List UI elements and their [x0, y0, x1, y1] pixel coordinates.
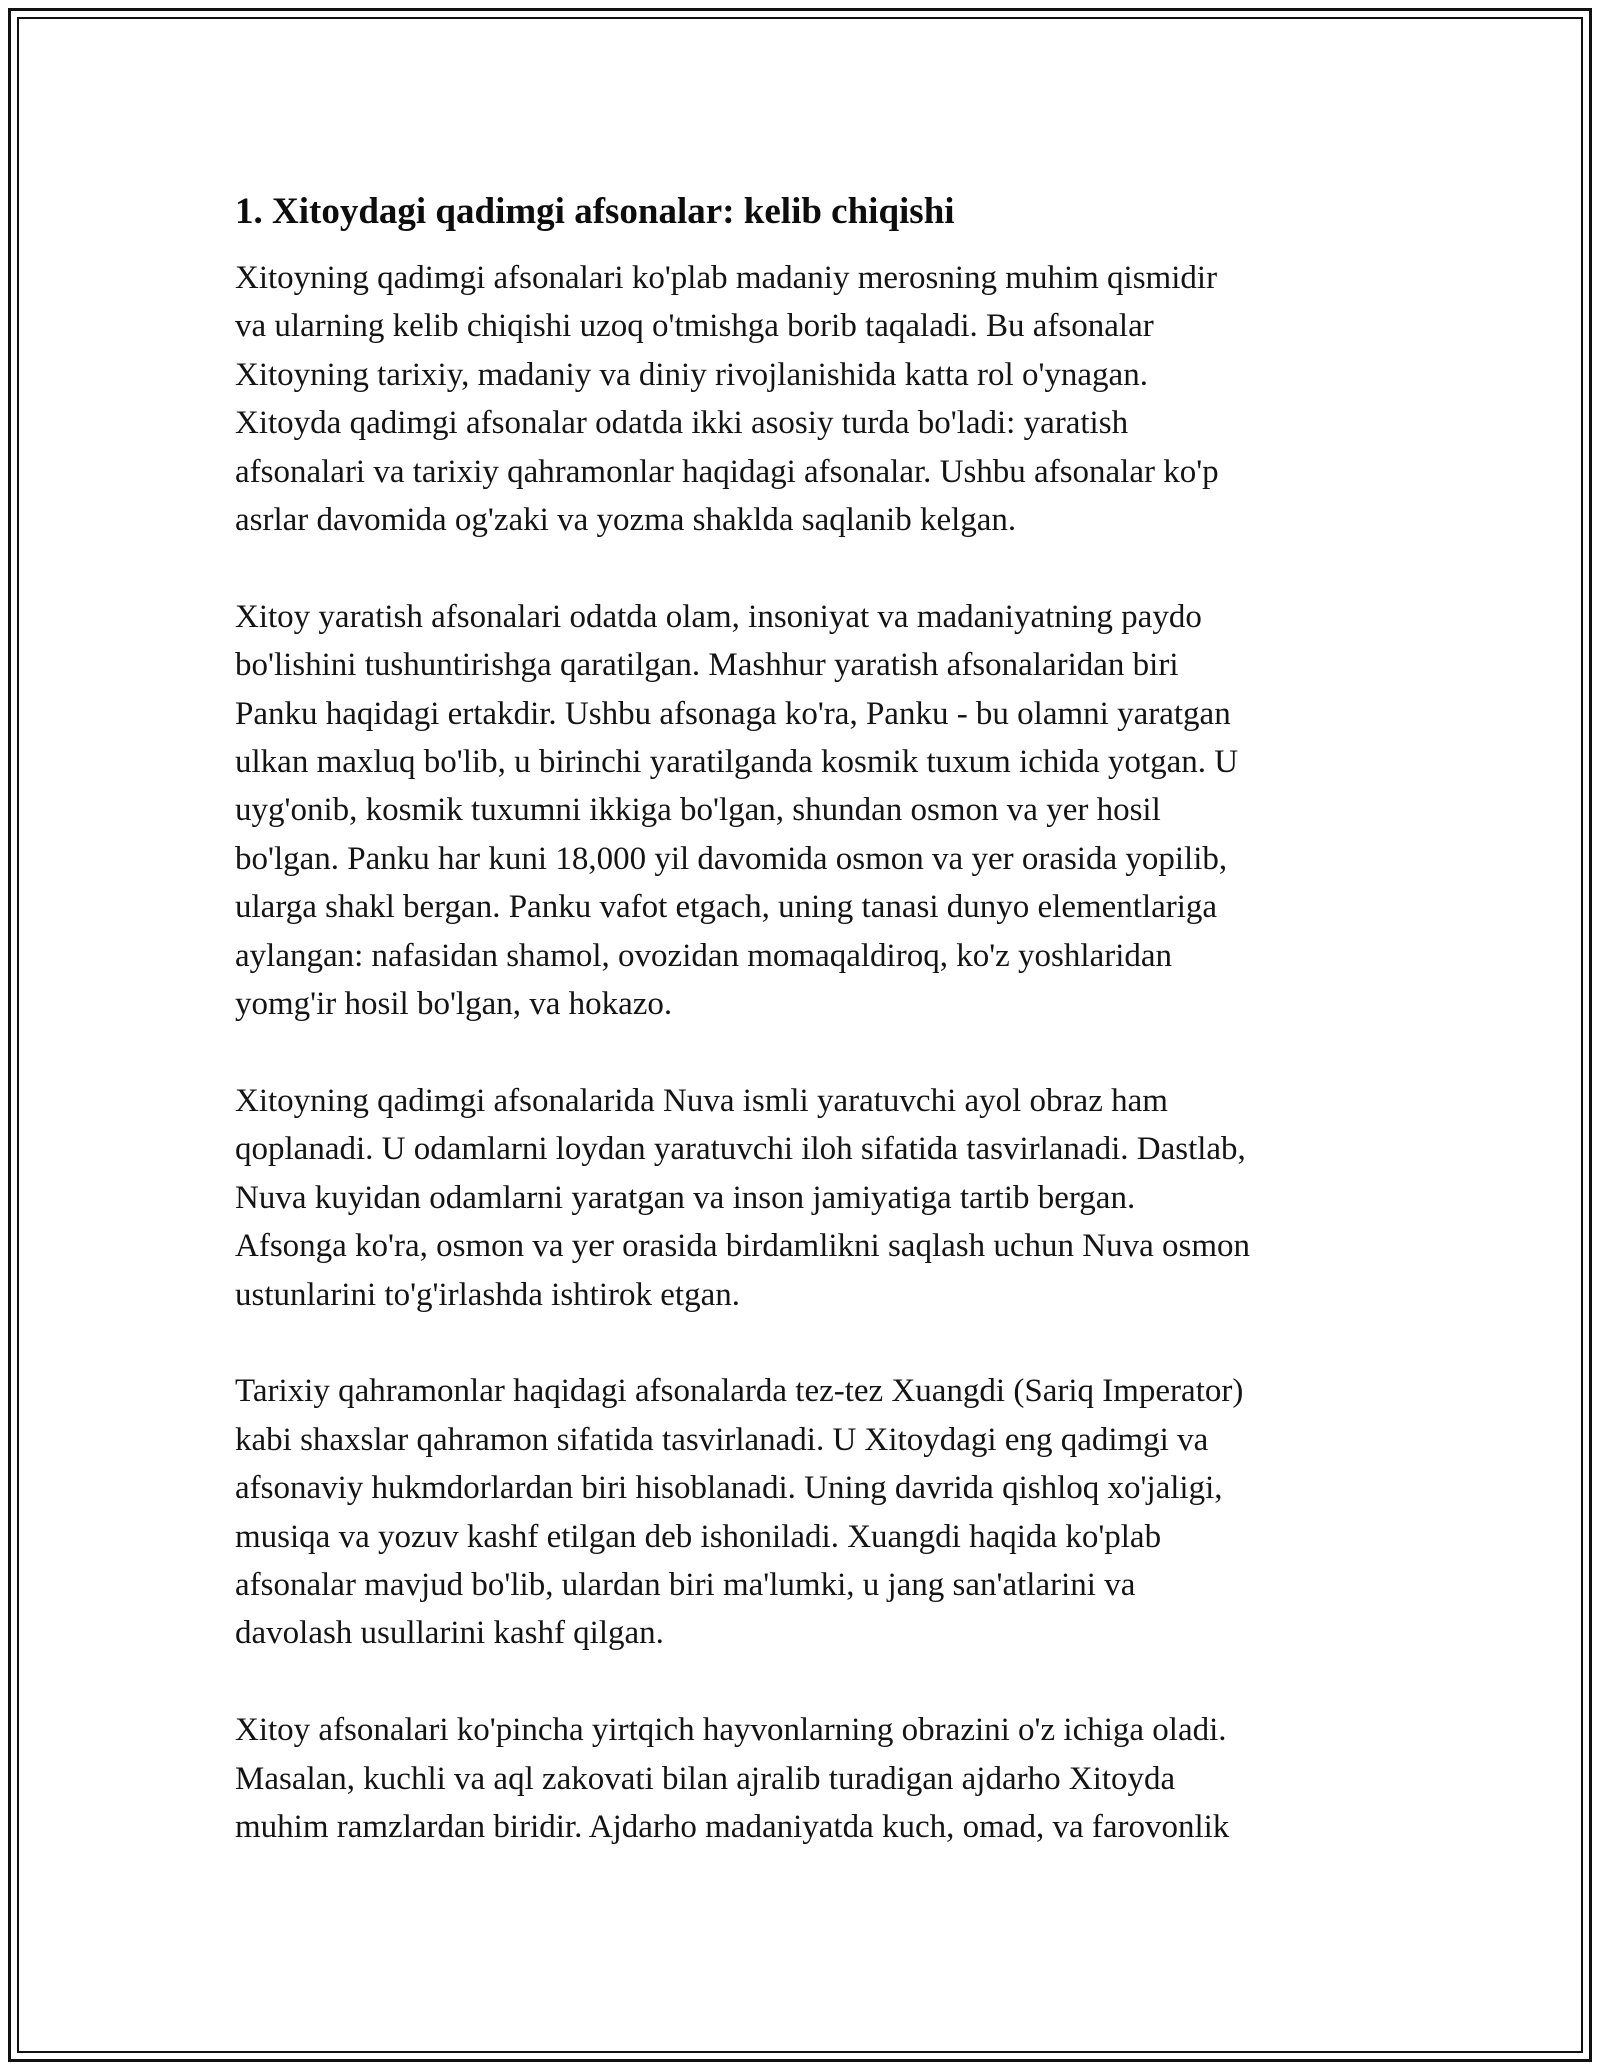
text-line: uyg'onib, kosmik tuxumni ikkiga bo'lgan, shundan osmon va yer hosil	[235, 792, 1161, 829]
paragraph-4	[235, 1367, 1375, 1657]
paragraph-3	[235, 1077, 1375, 1319]
text-line: kabi shaxslar qahramon sifatida tasvirlanadi. U Xitoydagi eng qadimgi va	[235, 1421, 1209, 1458]
text-line: Afsonga ko'ra, osmon va yer orasida birdamlikni saqlash uchun Nuva osmon	[235, 1228, 1250, 1265]
text-line: Xitoyning qadimgi afsonalarida Nuva ismli yaratuvchi ayol obraz ham	[235, 1082, 1168, 1119]
text-line: bo'lgan. Panku har kuni 18,000 yil davomida osmon va yer orasida yopilib,	[235, 840, 1228, 877]
paragraph-5	[235, 1706, 1375, 1851]
paragraph-2	[235, 593, 1375, 1029]
text-line: qoplanadi. U odamlarni loydan yaratuvchi iloh sifatida tasvirlanadi. Dastlab,	[235, 1131, 1246, 1168]
text-line: va ularning kelib chiqishi uzoq o'tmishga borib taqaladi. Bu afsonalar	[235, 308, 1154, 345]
section-heading: 1. Xitoydagi qadimgi afsonalar: kelib chiqishi	[235, 191, 955, 232]
text-line: ustunlarini to'g'irlashda ishtirok etgan.	[235, 1276, 740, 1313]
text-line: afsonalari va tarixiy qahramonlar haqidagi afsonalar. Ushbu afsonalar ko'p	[235, 453, 1219, 490]
text-line: Xitoyda qadimgi afsonalar odatda ikki asosiy turda bo'ladi: yaratish	[235, 405, 1129, 442]
text-line: Xitoy yaratish afsonalari odatda olam, insoniyat va madaniyatning paydo	[235, 598, 1202, 635]
text-line: Nuva kuyidan odamlarni yaratgan va inson jamiyatiga tartib bergan.	[235, 1179, 1136, 1216]
text-line: Tarixiy qahramonlar haqidagi afsonalarda tez-tez Xuangdi (Sariq Imperator)	[235, 1373, 1244, 1410]
text-line: Xitoyning qadimgi afsonalari ko'plab madaniy merosning muhim qismidir	[235, 260, 1218, 296]
text-line: ulkan maxluq bo'lib, u birinchi yaratilganda kosmik tuxum ichida yotgan. U	[235, 744, 1239, 781]
text-line: yomg'ir hosil bo'lgan, va hokazo.	[235, 986, 673, 1023]
text-line: aylangan: nafasidan shamol, ovozidan momaqaldiroq, ko'z yoshlaridan	[235, 937, 1173, 974]
text-line: davolash usullarini kashf qilgan.	[235, 1615, 664, 1652]
text-line: muhim ramzlardan biridir. Ajdarho madaniyatda kuch, omad, va farovonlik	[235, 1808, 1230, 1845]
text-line: Masalan, kuchli va aql zakovati bilan ajralib turadigan ajdarho Xitoyda	[235, 1760, 1176, 1797]
text-line: bo'lishini tushuntirishga qaratilgan. Mashhur yaratish afsonalaridan biri	[235, 647, 1179, 684]
text-line: Xitoyning tarixiy, madaniy va diniy rivojlanishida katta rol o'ynagan.	[235, 356, 1148, 393]
text-line: Panku haqidagi ertakdir. Ushbu afsonaga ko'ra, Panku - bu olamni yaratgan	[235, 695, 1231, 732]
document-body	[235, 188, 1375, 1900]
text-line: afsonaviy hukmdorlardan biri hisoblanadi. Uning davrida qishloq xo'jaligi,	[235, 1470, 1223, 1507]
text-line: afsonalar mavjud bo'lib, ulardan biri ma'lumki, u jang san'atlarini va	[235, 1566, 1136, 1603]
text-line: Xitoy afsonalari ko'pincha yirtqich hayvonlarning obrazini o'z ichiga oladi.	[235, 1712, 1227, 1749]
text-line: ularga shakl bergan. Panku vafot etgach, uning tanasi dunyo elementlariga	[235, 889, 1218, 926]
text-line: asrlar davomida og'zaki va yozma shaklda saqlanib kelgan.	[235, 502, 1017, 539]
paragraph-1	[235, 254, 1375, 544]
text-line: musiqa va yozuv kashf etilgan deb ishoniladi. Xuangdi haqida ko'plab	[235, 1518, 1162, 1555]
